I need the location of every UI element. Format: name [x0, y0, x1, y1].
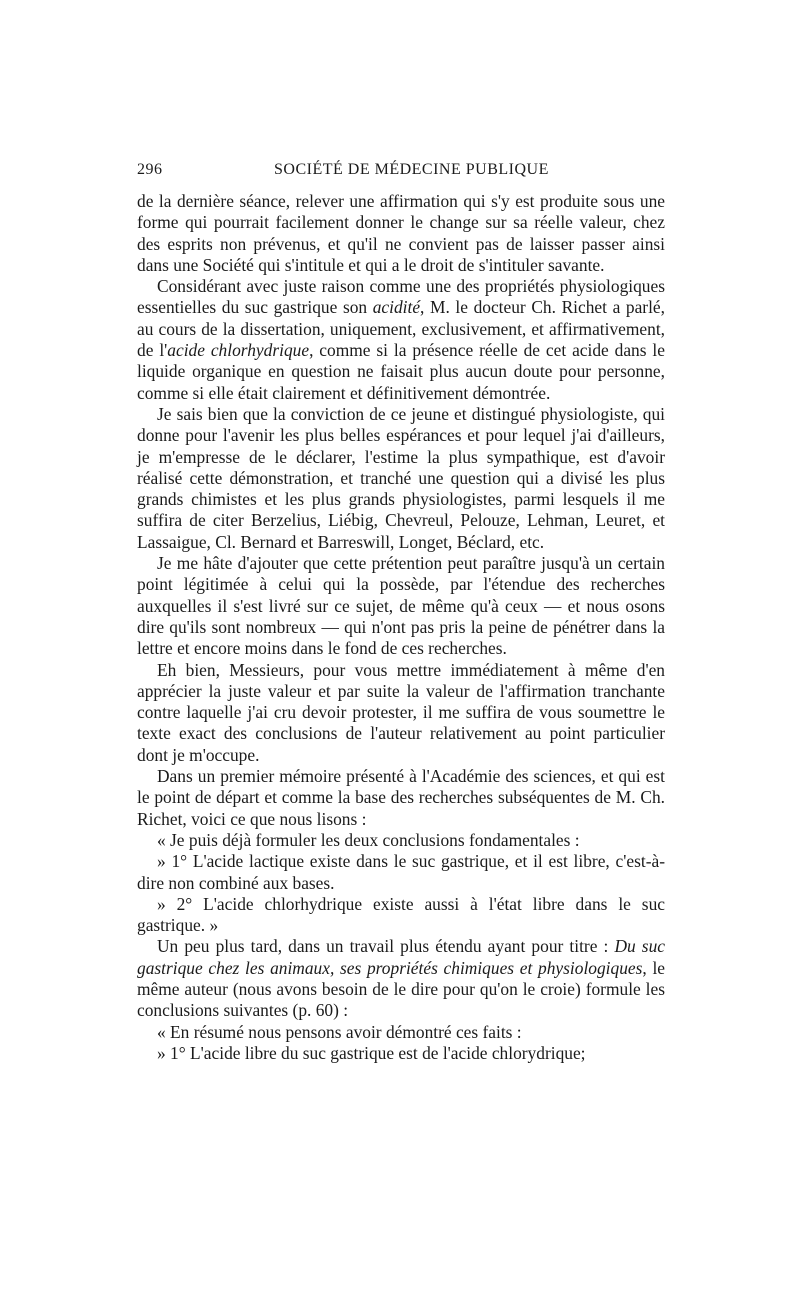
- page-header: [137, 161, 665, 187]
- quote-line: « En résumé nous pensons avoir démontré ces faits :: [157, 1021, 522, 1042]
- quote-line: » 1° L'acide lactique existe dans le suc gastrique, et il est libre, c'est-à-dire non combiné aux bases.: [137, 851, 665, 893]
- page-number: 296: [137, 161, 163, 178]
- paragraph: de la dernière séance, relever une affirmation qui s'y est produite sous une forme qui pourrait facilement donner le change sur sa réelle valeur, chez des esprits non prévenus, et qu'il ne convient pas de laisser passer ainsi dans une Société qui s'intitule et qui a le droit de s'intituler savante.: [137, 191, 665, 275]
- paragraph: Je me hâte d'ajouter que cette prétention peut paraître jusqu'à un certain point légitimée à celui qui la possède, par l'étendue des recherches auxquelles il s'est livré sur ce sujet, de même qu'à ceux — et nous osons dire qu'ils sont nombreux — qui n'ont pas pris la peine de pénétrer dans la lettre et encore moins dans le fond de ces recherches.: [137, 553, 665, 659]
- paragraph: Eh bien, Messieurs, pour vous mettre immédiatement à même d'en apprécier la juste valeur et par suite la valeur de l'affirmation tranchante contre laquelle j'ai cru devoir protester, il me suffira de vous soumettre le texte exact des conclusions de l'auteur relativement au point particulier dont je m'occupe.: [137, 659, 665, 765]
- emphasis: acidité: [372, 297, 421, 318]
- emphasis: Du suc gastrique chez les animaux, ses propriétés chimiques et physiologiques: [137, 936, 665, 978]
- paragraph: Je sais bien que la conviction de ce jeune et distingué physiologiste, qui donne pour l'avenir les plus belles espérances et pour lequel j'ai d'ailleurs, je m'empresse de le déclarer, l'estime la plus sympathique, est d'avoir réalisé cette démonstration, et tranché une question qui a divisé les plus grands chimistes et les plus grands physiologistes, parmi lesquels il me suffira de citer Berzelius, Liébig, Chevreul, Pelouze, Lehman, Leuret, et Lassaigue, Cl. Bernard et Barreswill, Longet, Béclard, etc.: [137, 403, 665, 552]
- paragraph: Un peu plus tard, dans un travail plus étendu ayant pour titre : Du suc gastrique chez les animaux, ses propriétés chimiques et physiologiques, le même auteur (nous avons besoin de le dire pour qu'on le croie) formule les conclusions suivantes (p. 60) :: [137, 936, 666, 1021]
- quote-line: » 1° L'acide libre du suc gastrique est de l'acide chlorydrique;: [157, 1042, 586, 1063]
- running-title: SOCIÉTÉ DE MÉDECINE PUBLIQUE: [274, 161, 549, 178]
- paragraph: Dans un premier mémoire présenté à l'Académie des sciences, et qui est le point de départ et comme la base des recherches subséquentes de M. Ch. Richet, voici ce que nous lisons :: [137, 766, 665, 829]
- body-text: [137, 191, 665, 1064]
- quote-line: « Je puis déjà formuler les deux conclusions fondamentales :: [157, 829, 580, 850]
- quote-line: » 2° L'acide chlorhydrique existe aussi à l'état libre dans le suc gastrique. »: [137, 893, 665, 936]
- emphasis: acide chlorhydrique: [167, 340, 310, 361]
- paragraph: Considérant avec juste raison comme une des propriétés physiologiques essentielles du suc gastrique son acidité, M. le docteur Ch. Richet a parlé, au cours de la dissertation, uniquement, exclusivement, et affirmativement, de l'acide chlorhydrique, comme si la présence réelle de cet acide dans le liquide organique en question ne faisait plus aucun doute pour personne, comme si elle était clairement et définitivement démontrée.: [137, 276, 666, 403]
